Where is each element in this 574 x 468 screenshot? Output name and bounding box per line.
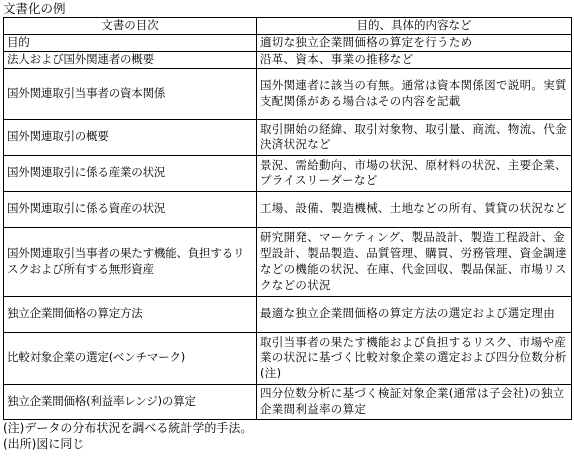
row-contents: 国外関連取引の概要 <box>4 119 257 155</box>
row-contents: 目的 <box>4 34 257 51</box>
header-contents: 文書の目次 <box>4 18 257 35</box>
table-row <box>4 68 572 119</box>
table-row <box>4 384 572 419</box>
row-purpose: 最適な独立企業間価格の算定方法の選定および選定理由 <box>257 296 572 332</box>
table-row <box>4 119 572 155</box>
row-purpose: 取引開始の経緯、取引対象物、取引量、商流、物流、代金決済状況など <box>257 119 572 155</box>
table-row <box>4 51 572 68</box>
row-purpose: 景況、需給動向、市場の状況、原材料の状況、主要企業、プライスリーダーなど <box>257 155 572 191</box>
row-contents: 法人および国外関連者の概要 <box>4 51 257 68</box>
table-row <box>4 34 572 51</box>
documentation-table <box>3 17 572 420</box>
row-purpose: 沿革、資本、事業の推移など <box>257 51 572 68</box>
table-row <box>4 332 572 384</box>
table-row <box>4 296 572 332</box>
row-contents: 国外関連取引当事者の果たす機能、負担するリスクおよび所有する無形資産 <box>4 227 257 296</box>
figure-caption: 文書化の例 <box>3 1 66 16</box>
row-purpose: 工場、設備、製造機械、土地などの所有、賃貸の状況など <box>257 191 572 227</box>
footnote-source: (出所)図に同じ <box>3 436 85 451</box>
table-row <box>4 191 572 227</box>
header-purpose: 目的、具体的内容など <box>257 18 572 35</box>
table-row <box>4 155 572 191</box>
row-purpose: 取引当事者の果たす機能および負担するリスク、市場や産業の状況に基づく比較対象企業の選定および四分位数分析(注) <box>257 332 572 384</box>
row-purpose: 研究開発、マーケティング、製品設計、製造工程設計、金型設計、製品製造、品質管理、購買、労務管理、資金調達などの機能の状況、在庫、代金回収、製品保証、市場リスクなどの状況 <box>257 227 572 296</box>
row-purpose: 国外関連者に該当の有無。通常は資本関係図で説明。実質支配関係がある場合はその内容を記載 <box>257 68 572 119</box>
row-purpose: 四分位数分析に基づく検証対象企業(通常は子会社)の独立企業間利益率の算定 <box>257 384 572 419</box>
row-contents: 国外関連取引に係る資産の状況 <box>4 191 257 227</box>
footnote-note: (注)データの分布状況を調べる統計学的手法。 <box>3 420 253 435</box>
row-contents: 独立企業間価格(利益率レンジ)の算定 <box>4 384 257 419</box>
table-header-row <box>4 18 572 35</box>
row-contents: 独立企業間価格の算定方法 <box>4 296 257 332</box>
row-contents: 国外関連取引当事者の資本関係 <box>4 68 257 119</box>
row-contents: 比較対象企業の選定(ベンチマーク) <box>4 332 257 384</box>
row-contents: 国外関連取引に係る産業の状況 <box>4 155 257 191</box>
row-purpose: 適切な独立企業間価格の算定を行うため <box>257 34 572 51</box>
table-row <box>4 227 572 296</box>
